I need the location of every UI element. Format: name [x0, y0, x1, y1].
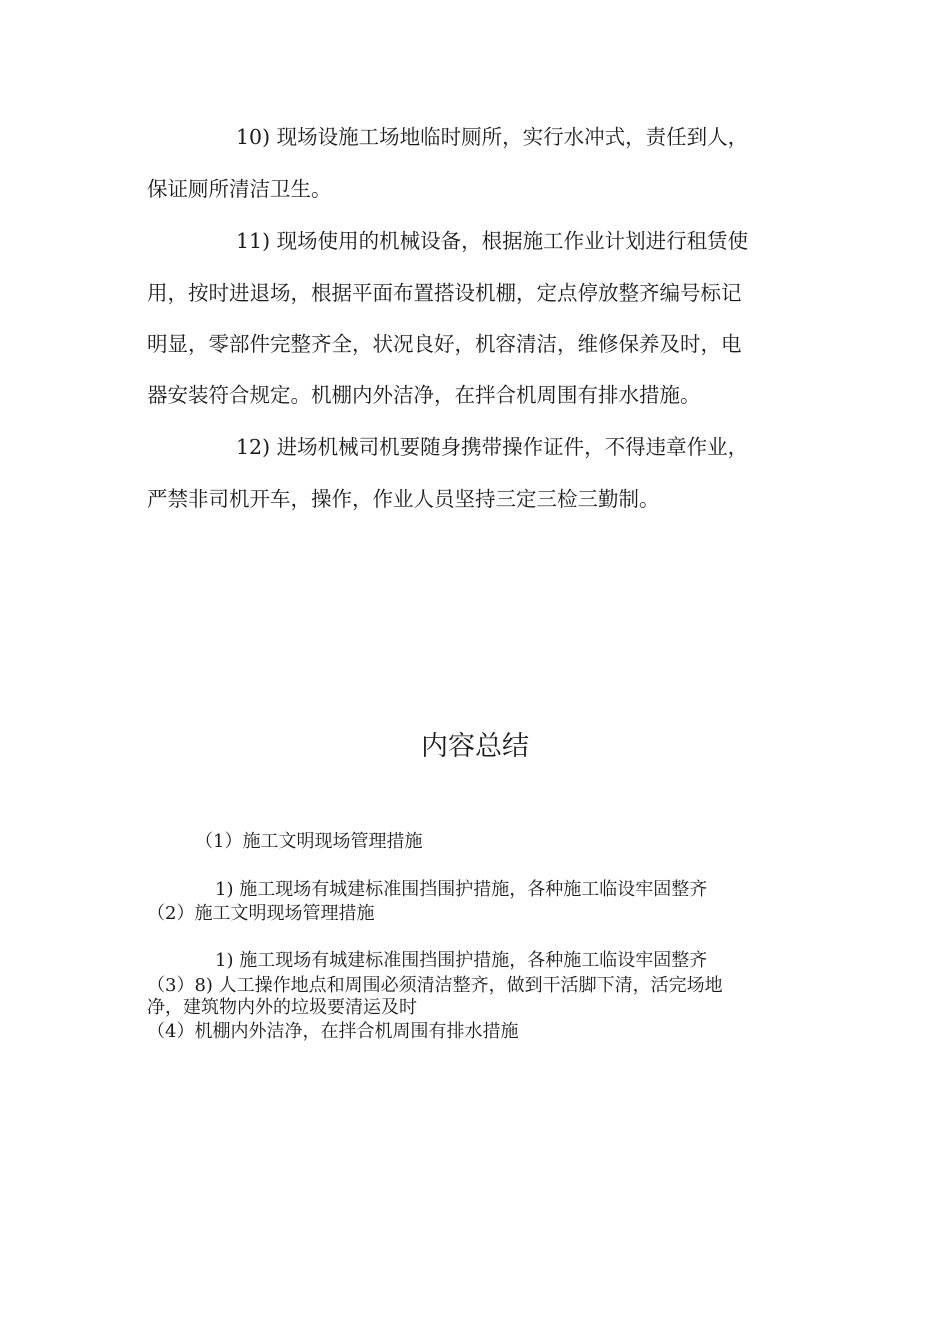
- item-11-line-4: 器安装符合规定。机棚内外洁净，在拌合机周围有排水措施。: [147, 383, 701, 407]
- summary-line-6: 净，建筑物内外的垃圾要清运及时: [147, 997, 417, 1018]
- item-12-line-1: 12) 进场机械司机要随身携带操作证件，不得违章作业，: [236, 435, 749, 459]
- item-11-line-2: 用，按时进退场，根据平面布置搭设机棚，定点停放整齐编号标记: [147, 281, 742, 305]
- item-10-line-2: 保证厕所清洁卫生。: [147, 177, 332, 201]
- summary-line-4: 1) 施工现场有城建标准围挡围护措施，各种施工临设牢固整齐: [215, 950, 708, 971]
- item-11-line-1: 11) 现场使用的机械设备，根据施工作业计划进行租赁使: [236, 229, 749, 253]
- summary-line-3: （2）施工文明现场管理措施: [147, 903, 375, 924]
- summary-title: 内容总结: [421, 731, 529, 762]
- item-10-line-1: 10) 现场设施工场地临时厕所，实行水冲式，责任到人，: [236, 125, 749, 149]
- summary-line-5: （3）8) 人工操作地点和周围必须清洁整齐，做到干活脚下清，活完场地: [147, 975, 723, 996]
- item-11-line-3: 明显，零部件完整齐全，状况良好，机容清洁，维修保养及时，电: [147, 332, 742, 356]
- summary-line-2: 1) 施工现场有城建标准围挡围护措施，各种施工临设牢固整齐: [215, 879, 708, 900]
- summary-line-7: （4）机棚内外洁净，在拌合机周围有排水措施: [147, 1021, 519, 1042]
- summary-line-1: （1）施工文明现场管理措施: [195, 831, 423, 852]
- item-12-line-2: 严禁非司机开车，操作，作业人员坚持三定三检三勤制。: [147, 487, 660, 511]
